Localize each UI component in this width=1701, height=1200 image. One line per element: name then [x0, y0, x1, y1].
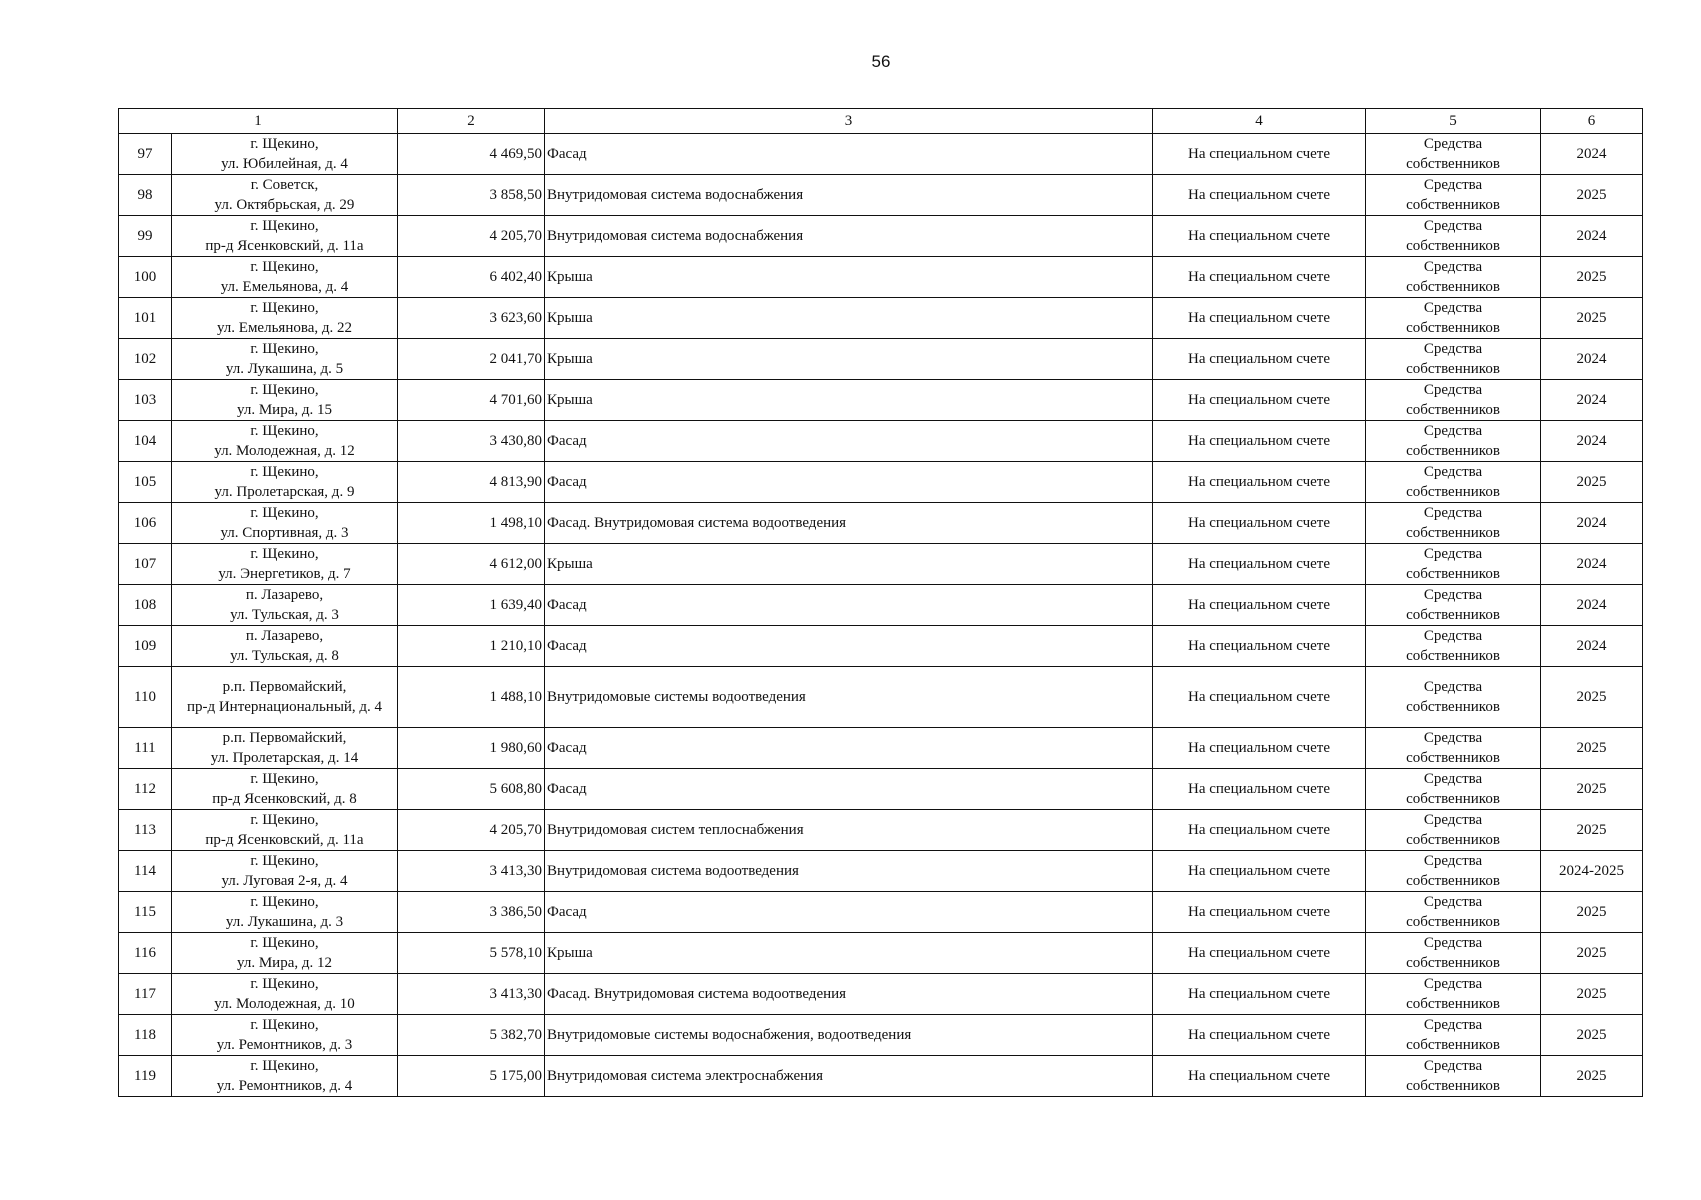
address-cell-line-1: р.п. Первомайский,	[222, 679, 347, 695]
area-cell: 3 430,80	[398, 421, 545, 462]
table-row	[119, 585, 1643, 626]
address-cell-line-2: ул. Молодежная, д. 10	[214, 996, 355, 1012]
address-cell-line-1: р.п. Первомайский,	[222, 730, 347, 746]
year-cell: 2024	[1541, 544, 1643, 585]
table-row	[119, 974, 1643, 1015]
row-number: 103	[119, 380, 172, 421]
year-cell: 2025	[1541, 810, 1643, 851]
funding-source-cell	[1366, 216, 1541, 257]
funding-source-cell	[1366, 769, 1541, 810]
address-cell-line-1: г. Щекино,	[250, 259, 319, 275]
work-type-cell: Фасад	[545, 134, 1153, 175]
work-type-cell: Крыша	[545, 933, 1153, 974]
address-cell-line-1: г. Щекино,	[250, 423, 319, 439]
row-number: 113	[119, 810, 172, 851]
address-cell	[172, 216, 398, 257]
address-cell	[172, 769, 398, 810]
funding-source-cell	[1366, 1015, 1541, 1056]
year-cell: 2025	[1541, 1056, 1643, 1097]
address-cell-line-1: г. Советск,	[250, 177, 319, 193]
account-cell: На специальном счете	[1153, 462, 1366, 503]
account-cell: На специальном счете	[1153, 298, 1366, 339]
funding-source-cell	[1366, 667, 1541, 728]
funding-source-cell-line-2: собственников	[1406, 832, 1500, 848]
address-cell	[172, 810, 398, 851]
year-cell: 2025	[1541, 1015, 1643, 1056]
funding-source-cell-line-1: Средства	[1423, 259, 1483, 275]
account-cell: На специальном счете	[1153, 892, 1366, 933]
address-cell	[172, 933, 398, 974]
year-cell: 2025	[1541, 974, 1643, 1015]
year-cell: 2025	[1541, 175, 1643, 216]
table-row	[119, 380, 1643, 421]
address-cell-line-2: ул. Емельянова, д. 22	[216, 320, 353, 336]
account-cell: На специальном счете	[1153, 216, 1366, 257]
address-cell-line-2: ул. Энергетиков, д. 7	[218, 566, 351, 582]
funding-source-cell-line-1: Средства	[1423, 894, 1483, 910]
row-number: 107	[119, 544, 172, 585]
page-number: 56	[871, 52, 891, 71]
column-header-6: 6	[1541, 109, 1643, 134]
year-cell: 2024	[1541, 380, 1643, 421]
funding-source-cell-line-2: собственников	[1406, 955, 1500, 971]
work-type-cell: Фасад	[545, 892, 1153, 933]
address-cell-line-1: г. Щекино,	[250, 546, 319, 562]
year-cell: 2024	[1541, 421, 1643, 462]
capital-repair-table	[118, 108, 1643, 1097]
account-cell: На специальном счете	[1153, 134, 1366, 175]
table-row	[119, 216, 1643, 257]
row-number: 115	[119, 892, 172, 933]
funding-source-cell-line-1: Средства	[1423, 546, 1483, 562]
address-cell-line-1: г. Щекино,	[250, 136, 319, 152]
address-cell-line-2: ул. Пролетарская, д. 9	[214, 484, 355, 500]
area-cell: 4 469,50	[398, 134, 545, 175]
address-cell-line-2: пр-д Ясенковский, д. 11а	[205, 238, 364, 254]
funding-source-cell-line-1: Средства	[1423, 935, 1483, 951]
funding-source-cell-line-2: собственников	[1406, 699, 1500, 715]
area-cell: 5 175,00	[398, 1056, 545, 1097]
area-cell: 5 578,10	[398, 933, 545, 974]
area-cell: 3 858,50	[398, 175, 545, 216]
funding-source-cell-line-1: Средства	[1423, 771, 1483, 787]
year-cell: 2025	[1541, 728, 1643, 769]
funding-source-cell	[1366, 933, 1541, 974]
address-cell-line-2: ул. Молодежная, д. 12	[214, 443, 355, 459]
year-cell: 2025	[1541, 769, 1643, 810]
area-cell: 1 980,60	[398, 728, 545, 769]
funding-source-cell	[1366, 892, 1541, 933]
account-cell: На специальном счете	[1153, 421, 1366, 462]
area-cell: 4 701,60	[398, 380, 545, 421]
funding-source-cell-line-1: Средства	[1423, 300, 1483, 316]
year-cell: 2024	[1541, 216, 1643, 257]
funding-source-cell-line-1: Средства	[1423, 464, 1483, 480]
address-cell-line-1: г. Щекино,	[250, 1058, 319, 1074]
address-cell-line-2: ул. Спортивная, д. 3	[220, 525, 349, 541]
funding-source-cell	[1366, 544, 1541, 585]
address-cell	[172, 503, 398, 544]
address-cell-line-1: г. Щекино,	[250, 771, 319, 787]
address-cell	[172, 298, 398, 339]
account-cell: На специальном счете	[1153, 626, 1366, 667]
account-cell: На специальном счете	[1153, 257, 1366, 298]
funding-source-cell-line-1: Средства	[1423, 341, 1483, 357]
account-cell: На специальном счете	[1153, 769, 1366, 810]
funding-source-cell	[1366, 810, 1541, 851]
funding-source-cell-line-2: собственников	[1406, 484, 1500, 500]
funding-source-cell-line-2: собственников	[1406, 1037, 1500, 1053]
year-cell: 2025	[1541, 462, 1643, 503]
address-cell-line-1: п. Лазарево,	[245, 587, 324, 603]
account-cell: На специальном счете	[1153, 339, 1366, 380]
funding-source-cell	[1366, 585, 1541, 626]
funding-source-cell-line-2: собственников	[1406, 1078, 1500, 1094]
address-cell	[172, 462, 398, 503]
funding-source-cell-line-2: собственников	[1406, 750, 1500, 766]
funding-source-cell	[1366, 974, 1541, 1015]
funding-source-cell-line-1: Средства	[1423, 177, 1483, 193]
work-type-cell: Внутридомовая система электроснабжения	[545, 1056, 1153, 1097]
table-row	[119, 1015, 1643, 1056]
funding-source-cell-line-2: собственников	[1406, 525, 1500, 541]
address-cell	[172, 851, 398, 892]
address-cell-line-1: г. Щекино,	[250, 505, 319, 521]
funding-source-cell	[1366, 462, 1541, 503]
table-row	[119, 892, 1643, 933]
row-number: 106	[119, 503, 172, 544]
work-type-cell: Крыша	[545, 257, 1153, 298]
funding-source-cell-line-1: Средства	[1423, 1017, 1483, 1033]
area-cell: 1 639,40	[398, 585, 545, 626]
table-body	[119, 134, 1643, 1097]
address-cell-line-1: г. Щекино,	[250, 300, 319, 316]
funding-source-cell-line-2: собственников	[1406, 320, 1500, 336]
address-cell	[172, 257, 398, 298]
row-number: 98	[119, 175, 172, 216]
area-cell: 4 612,00	[398, 544, 545, 585]
funding-source-cell-line-2: собственников	[1406, 996, 1500, 1012]
address-cell-line-2: ул. Октябрьская, д. 29	[214, 197, 355, 213]
work-type-cell: Крыша	[545, 339, 1153, 380]
account-cell: На специальном счете	[1153, 503, 1366, 544]
funding-source-cell	[1366, 257, 1541, 298]
funding-source-cell-line-1: Средства	[1423, 628, 1483, 644]
table-row	[119, 175, 1643, 216]
work-type-cell: Внутридомовая система водоснабжения	[545, 216, 1153, 257]
funding-source-cell-line-1: Средства	[1423, 1058, 1483, 1074]
year-cell: 2025	[1541, 667, 1643, 728]
year-cell: 2025	[1541, 257, 1643, 298]
address-cell-line-2: ул. Тульская, д. 8	[230, 648, 339, 664]
address-cell-line-2: ул. Тульская, д. 3	[230, 607, 339, 623]
address-cell-line-2: ул. Емельянова, д. 4	[220, 279, 349, 295]
funding-source-cell-line-2: собственников	[1406, 238, 1500, 254]
address-cell-line-1: г. Щекино,	[250, 935, 319, 951]
row-number: 117	[119, 974, 172, 1015]
funding-source-cell-line-1: Средства	[1423, 423, 1483, 439]
row-number: 110	[119, 667, 172, 728]
row-number: 119	[119, 1056, 172, 1097]
account-cell: На специальном счете	[1153, 380, 1366, 421]
year-cell: 2024	[1541, 585, 1643, 626]
address-cell-line-1: г. Щекино,	[250, 853, 319, 869]
area-cell: 4 813,90	[398, 462, 545, 503]
area-cell: 4 205,70	[398, 810, 545, 851]
area-cell: 5 382,70	[398, 1015, 545, 1056]
table-row	[119, 810, 1643, 851]
account-cell: На специальном счете	[1153, 1056, 1366, 1097]
work-type-cell: Внутридомовая система водоснабжения	[545, 175, 1153, 216]
area-cell: 4 205,70	[398, 216, 545, 257]
address-cell	[172, 134, 398, 175]
funding-source-cell	[1366, 728, 1541, 769]
row-number: 97	[119, 134, 172, 175]
work-type-cell: Фасад	[545, 585, 1153, 626]
year-cell: 2024-2025	[1541, 851, 1643, 892]
address-cell-line-2: ул. Пролетарская, д. 14	[210, 750, 359, 766]
funding-source-cell	[1366, 1056, 1541, 1097]
funding-source-cell-line-1: Средства	[1423, 382, 1483, 398]
funding-source-cell-line-1: Средства	[1423, 812, 1483, 828]
year-cell: 2024	[1541, 134, 1643, 175]
table-row	[119, 339, 1643, 380]
work-type-cell: Фасад. Внутридомовая система водоотведения	[545, 974, 1153, 1015]
address-cell	[172, 175, 398, 216]
row-number: 116	[119, 933, 172, 974]
address-cell-line-1: г. Щекино,	[250, 894, 319, 910]
account-cell: На специальном счете	[1153, 1015, 1366, 1056]
account-cell: На специальном счете	[1153, 933, 1366, 974]
row-number: 105	[119, 462, 172, 503]
funding-source-cell	[1366, 175, 1541, 216]
funding-source-cell-line-2: собственников	[1406, 791, 1500, 807]
table-row	[119, 1056, 1643, 1097]
address-cell-line-2: пр-д Ясенковский, д. 8	[212, 791, 357, 807]
work-type-cell: Фасад	[545, 626, 1153, 667]
funding-source-cell	[1366, 626, 1541, 667]
address-cell	[172, 626, 398, 667]
address-cell-line-1: г. Щекино,	[250, 382, 319, 398]
work-type-cell: Фасад	[545, 728, 1153, 769]
year-cell: 2024	[1541, 503, 1643, 544]
account-cell: На специальном счете	[1153, 974, 1366, 1015]
row-number: 99	[119, 216, 172, 257]
address-cell-line-2: ул. Ремонтников, д. 3	[216, 1037, 353, 1053]
area-cell: 5 608,80	[398, 769, 545, 810]
work-type-cell: Фасад	[545, 769, 1153, 810]
year-cell: 2025	[1541, 933, 1643, 974]
funding-source-cell-line-1: Средства	[1423, 505, 1483, 521]
table-row	[119, 462, 1643, 503]
account-cell: На специальном счете	[1153, 728, 1366, 769]
work-type-cell: Фасад	[545, 462, 1153, 503]
work-type-cell: Внутридомовая система водоотведения	[545, 851, 1153, 892]
header-row	[119, 109, 1643, 134]
column-header-1: 1	[119, 109, 398, 134]
account-cell: На специальном счете	[1153, 810, 1366, 851]
account-cell: На специальном счете	[1153, 585, 1366, 626]
funding-source-cell	[1366, 298, 1541, 339]
address-cell-line-1: г. Щекино,	[250, 341, 319, 357]
table-row	[119, 134, 1643, 175]
work-type-cell: Крыша	[545, 544, 1153, 585]
row-number: 114	[119, 851, 172, 892]
address-cell	[172, 1015, 398, 1056]
account-cell: На специальном счете	[1153, 851, 1366, 892]
column-header-2: 2	[398, 109, 545, 134]
row-number: 109	[119, 626, 172, 667]
account-cell: На специальном счете	[1153, 544, 1366, 585]
area-cell: 3 386,50	[398, 892, 545, 933]
funding-source-cell-line-2: собственников	[1406, 279, 1500, 295]
address-cell	[172, 728, 398, 769]
address-cell-line-2: ул. Лукашина, д. 5	[225, 361, 344, 377]
area-cell: 1 210,10	[398, 626, 545, 667]
address-cell-line-2: ул. Луговая 2-я, д. 4	[221, 873, 348, 889]
address-cell-line-1: п. Лазарево,	[245, 628, 324, 644]
work-type-cell: Внутридомовые системы водоотведения	[545, 667, 1153, 728]
work-type-cell: Внутридомовые системы водоснабжения, водоотведения	[545, 1015, 1153, 1056]
address-cell-line-2: ул. Мира, д. 12	[237, 955, 332, 971]
funding-source-cell	[1366, 380, 1541, 421]
row-number: 108	[119, 585, 172, 626]
year-cell: 2025	[1541, 298, 1643, 339]
column-header-3: 3	[545, 109, 1153, 134]
work-type-cell: Крыша	[545, 380, 1153, 421]
work-type-cell: Фасад	[545, 421, 1153, 462]
address-cell	[172, 667, 398, 728]
funding-source-cell	[1366, 134, 1541, 175]
table-row	[119, 626, 1643, 667]
address-cell	[172, 339, 398, 380]
address-cell	[172, 585, 398, 626]
work-type-cell: Фасад. Внутридомовая система водоотведения	[545, 503, 1153, 544]
column-header-5: 5	[1366, 109, 1541, 134]
table-row	[119, 503, 1643, 544]
account-cell: На специальном счете	[1153, 175, 1366, 216]
area-cell: 3 413,30	[398, 974, 545, 1015]
area-cell: 3 623,60	[398, 298, 545, 339]
table-row	[119, 421, 1643, 462]
address-cell-line-1: г. Щекино,	[250, 218, 319, 234]
address-cell-line-1: г. Щекино,	[250, 976, 319, 992]
funding-source-cell-line-1: Средства	[1423, 853, 1483, 869]
funding-source-cell-line-2: собственников	[1406, 607, 1500, 623]
funding-source-cell-line-2: собственников	[1406, 873, 1500, 889]
address-cell-line-2: пр-д Интернациональный, д. 4	[186, 699, 383, 715]
funding-source-cell	[1366, 851, 1541, 892]
year-cell: 2024	[1541, 626, 1643, 667]
table-row	[119, 728, 1643, 769]
funding-source-cell-line-2: собственников	[1406, 197, 1500, 213]
address-cell-line-2: ул. Лукашина, д. 3	[225, 914, 344, 930]
funding-source-cell-line-2: собственников	[1406, 156, 1500, 172]
area-cell: 1 488,10	[398, 667, 545, 728]
table-row	[119, 544, 1643, 585]
year-cell: 2025	[1541, 892, 1643, 933]
funding-source-cell-line-2: собственников	[1406, 402, 1500, 418]
address-cell	[172, 544, 398, 585]
table-row	[119, 769, 1643, 810]
area-cell: 1 498,10	[398, 503, 545, 544]
address-cell	[172, 380, 398, 421]
row-number: 102	[119, 339, 172, 380]
funding-source-cell-line-2: собственников	[1406, 566, 1500, 582]
work-type-cell: Внутридомовая систем теплоснабжения	[545, 810, 1153, 851]
table-row	[119, 851, 1643, 892]
funding-source-cell-line-1: Средства	[1423, 218, 1483, 234]
address-cell-line-1: г. Щекино,	[250, 812, 319, 828]
address-cell	[172, 892, 398, 933]
funding-source-cell-line-1: Средства	[1423, 136, 1483, 152]
table-row	[119, 667, 1643, 728]
funding-source-cell-line-1: Средства	[1423, 679, 1483, 695]
area-cell: 2 041,70	[398, 339, 545, 380]
funding-source-cell	[1366, 503, 1541, 544]
funding-source-cell-line-2: собственников	[1406, 443, 1500, 459]
column-header-4: 4	[1153, 109, 1366, 134]
funding-source-cell-line-1: Средства	[1423, 730, 1483, 746]
year-cell: 2024	[1541, 339, 1643, 380]
table-row	[119, 257, 1643, 298]
address-cell-line-2: ул. Мира, д. 15	[237, 402, 332, 418]
work-type-cell: Крыша	[545, 298, 1153, 339]
row-number: 112	[119, 769, 172, 810]
row-number: 118	[119, 1015, 172, 1056]
address-cell-line-1: г. Щекино,	[250, 1017, 319, 1033]
funding-source-cell	[1366, 339, 1541, 380]
address-cell-line-2: пр-д Ясенковский, д. 11а	[205, 832, 364, 848]
address-cell	[172, 974, 398, 1015]
row-number: 100	[119, 257, 172, 298]
area-cell: 6 402,40	[398, 257, 545, 298]
row-number: 111	[119, 728, 172, 769]
row-number: 101	[119, 298, 172, 339]
table-row	[119, 933, 1643, 974]
funding-source-cell-line-2: собственников	[1406, 361, 1500, 377]
account-cell: На специальном счете	[1153, 667, 1366, 728]
funding-source-cell-line-1: Средства	[1423, 587, 1483, 603]
area-cell: 3 413,30	[398, 851, 545, 892]
funding-source-cell	[1366, 421, 1541, 462]
address-cell	[172, 421, 398, 462]
address-cell-line-2: ул. Ремонтников, д. 4	[216, 1078, 353, 1094]
address-cell-line-1: г. Щекино,	[250, 464, 319, 480]
funding-source-cell-line-1: Средства	[1423, 976, 1483, 992]
funding-source-cell-line-2: собственников	[1406, 648, 1500, 664]
address-cell	[172, 1056, 398, 1097]
row-number: 104	[119, 421, 172, 462]
table-row	[119, 298, 1643, 339]
address-cell-line-2: ул. Юбилейная, д. 4	[221, 156, 348, 172]
funding-source-cell-line-2: собственников	[1406, 914, 1500, 930]
